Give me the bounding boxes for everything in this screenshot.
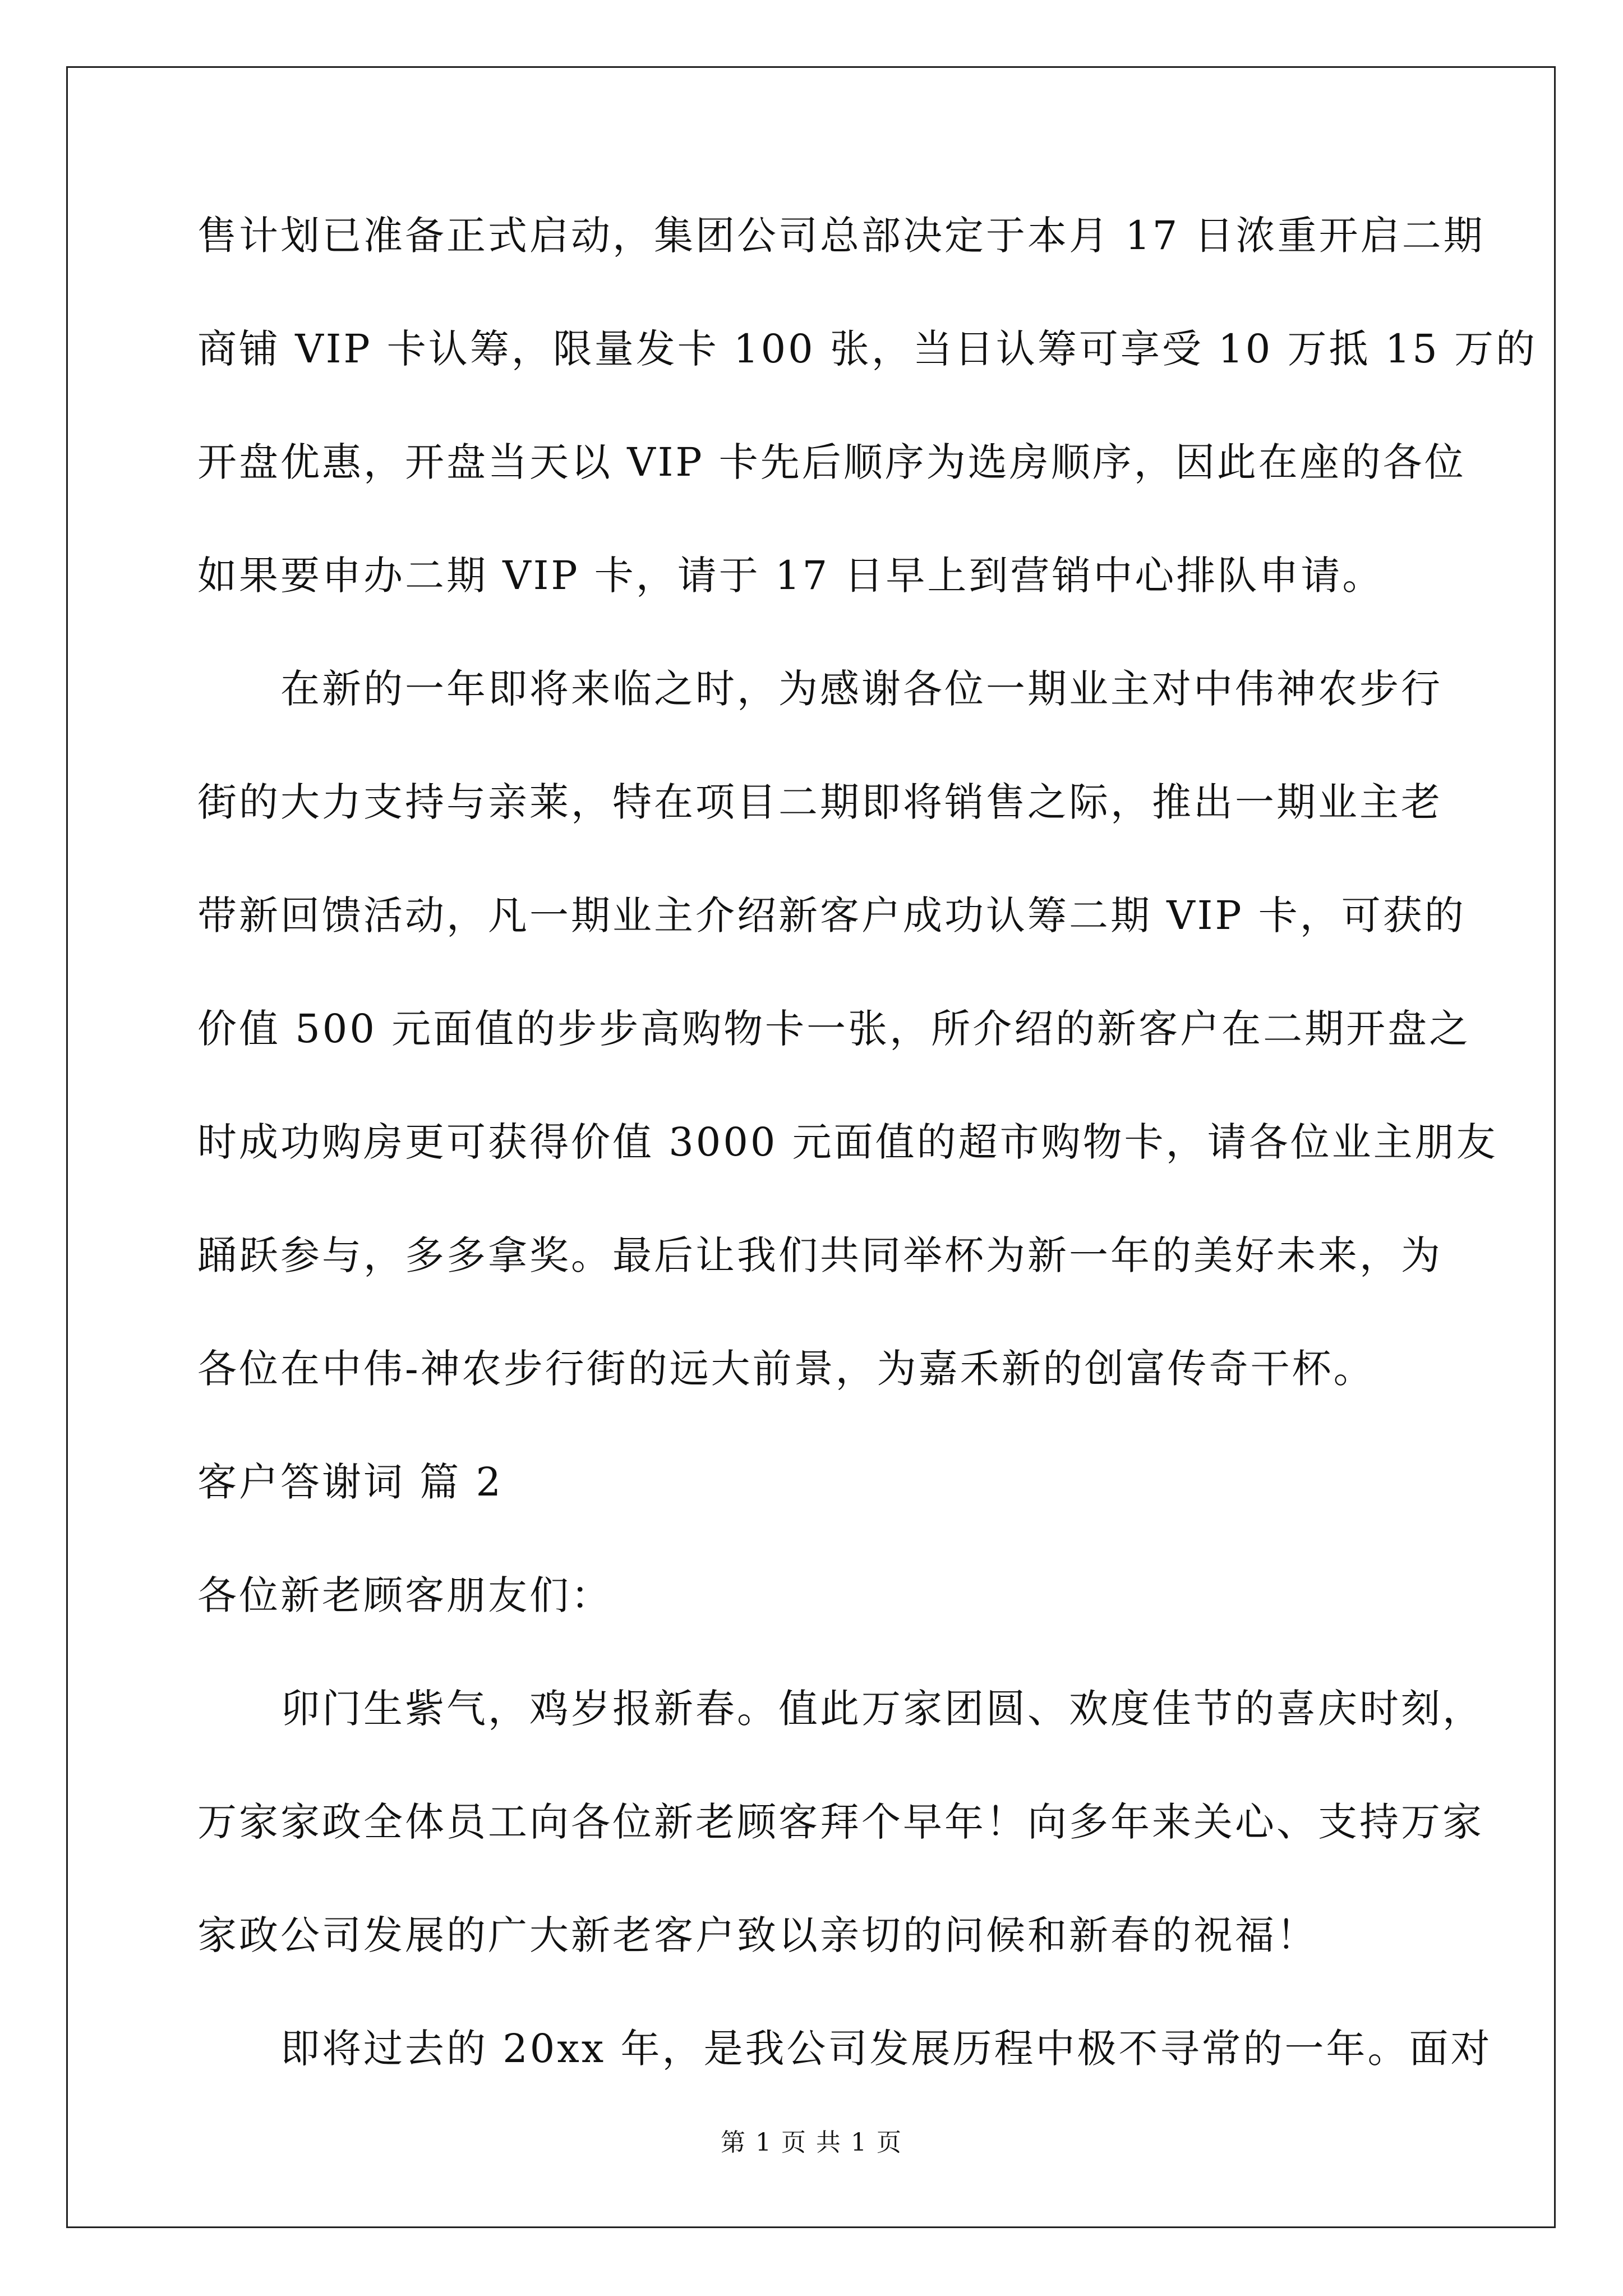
text-line-11: 各位在中伟-神农步行街的远大前景，为嘉禾新的创富传奇干杯。 bbox=[197, 1346, 1375, 1392]
text-line-8: 价值 500 元面值的步步高购物卡一张，所介绍的新客户在二期开盘之 bbox=[197, 1006, 1471, 1052]
text-line-1: 售计划已准备正式启动，集团公司总部决定于本月 17 日浓重开启二期 bbox=[197, 213, 1485, 259]
salutation: 各位新老顾客朋友们： bbox=[197, 1572, 612, 1618]
section-heading: 客户答谢词 篇 2 bbox=[197, 1459, 504, 1505]
text-line-2: 商铺 VIP 卡认筹，限量发卡 100 张，当日认筹可享受 10 万抵 15 万的 bbox=[197, 326, 1538, 372]
text-line-4: 如果要申办二期 VIP 卡，请于 17 日早上到营销中心排队申请。 bbox=[197, 553, 1384, 599]
text-line-16: 家政公司发展的广大新老客户致以亲切的问候和新春的祝福！ bbox=[197, 1912, 1318, 1958]
text-line-3: 开盘优惠，开盘当天以 VIP 卡先后顺序为选房顺序，因此在座的各位 bbox=[197, 439, 1466, 485]
text-line-14: 卯门生紫气，鸡岁报新春。值此万家团圆、欢度佳节的喜庆时刻， bbox=[280, 1686, 1484, 1732]
text-line-10: 踊跃参与，多多拿奖。最后让我们共同举杯为新一年的美好未来，为 bbox=[197, 1232, 1442, 1278]
page-footer: 第 1 页 共 1 页 bbox=[721, 2128, 902, 2157]
text-line-5: 在新的一年即将来临之时，为感谢各位一期业主对中伟神农步行 bbox=[280, 666, 1442, 712]
text-line-15: 万家家政全体员工向各位新老顾客拜个早年！向多年来关心、支持万家 bbox=[197, 1799, 1484, 1845]
text-line-6: 街的大力支持与亲莱，特在项目二期即将销售之际，推出一期业主老 bbox=[197, 779, 1442, 825]
text-line-7: 带新回馈活动，凡一期业主介绍新客户成功认筹二期 VIP 卡，可获的 bbox=[197, 892, 1466, 938]
document-body bbox=[197, 208, 1538, 2134]
text-line-9: 时成功购房更可获得价值 3000 元面值的超市购物卡，请各位业主朋友 bbox=[197, 1119, 1498, 1165]
text-line-17: 即将过去的 20xx 年，是我公司发展历程中极不寻常的一年。面对 bbox=[280, 2026, 1492, 2072]
